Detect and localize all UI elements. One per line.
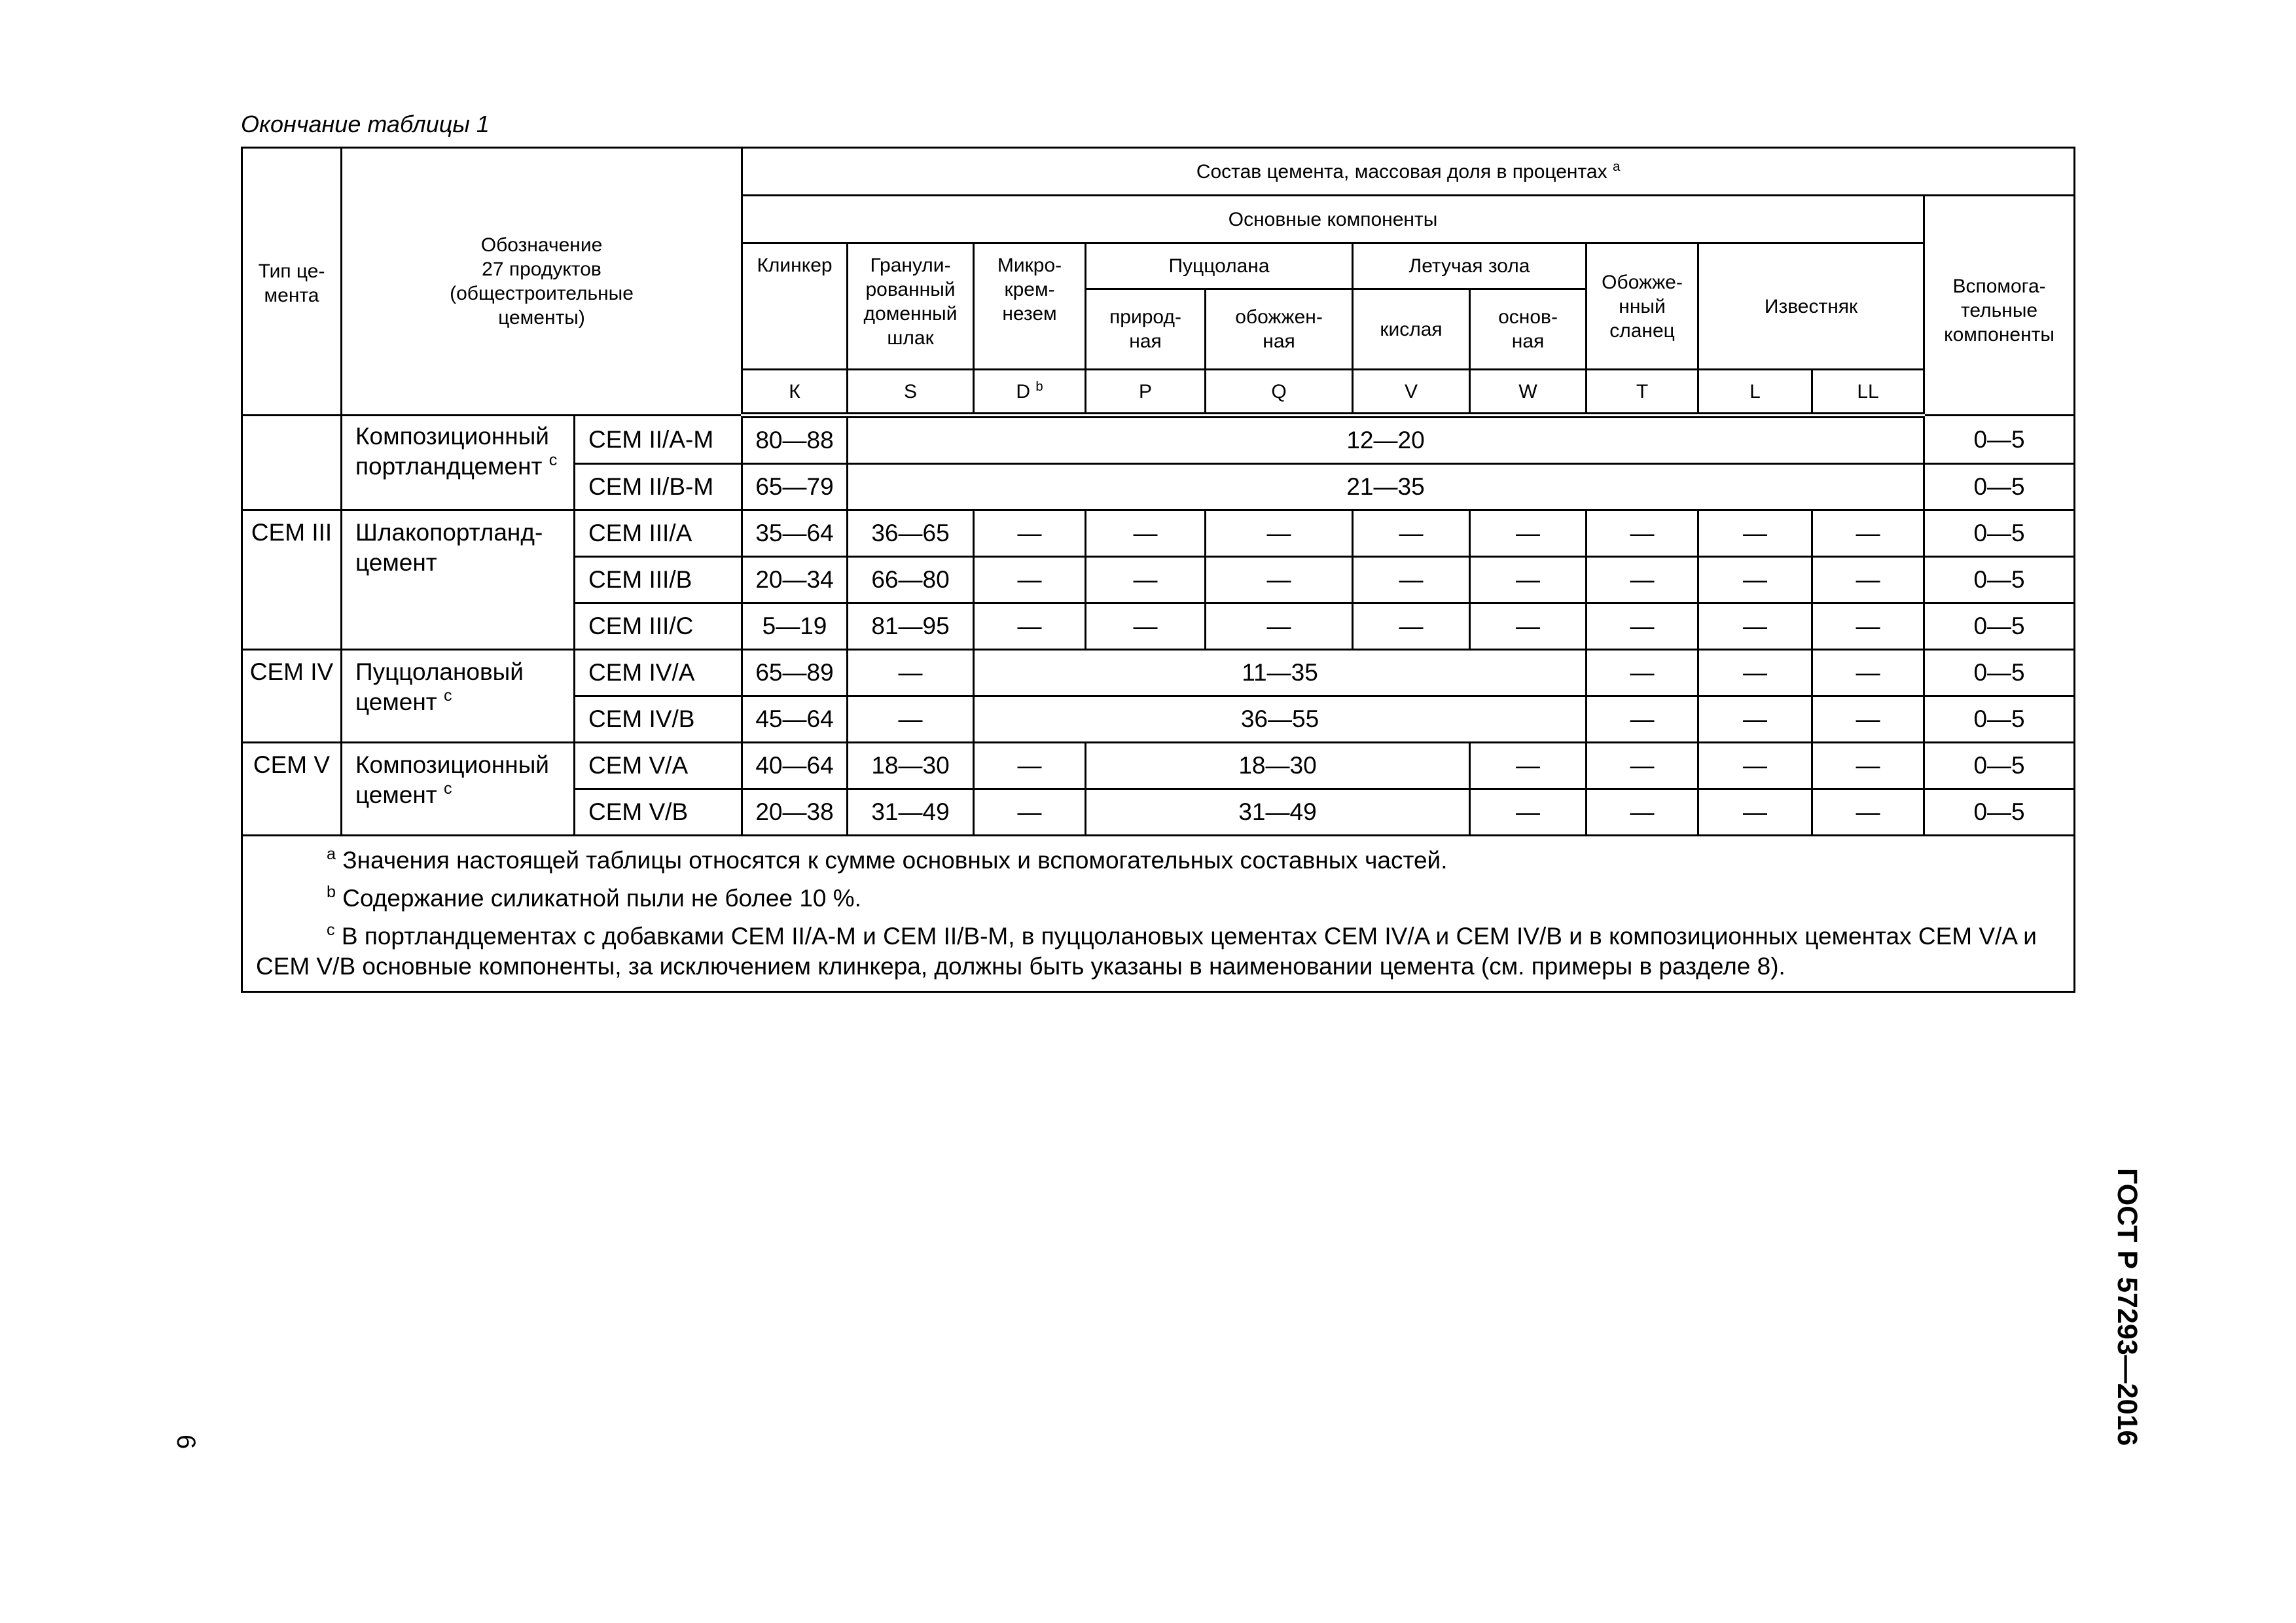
microsilica-cell: — <box>974 510 1086 557</box>
header-ash-acid: кислая <box>1353 289 1470 370</box>
header-pozzolana-natural: природ- ная <box>1086 289 1206 370</box>
pozzolana-ash-span-cell: 31—49 <box>1086 789 1470 836</box>
clinker-cell: 80—88 <box>742 416 848 464</box>
shale-cell: — <box>1587 789 1698 836</box>
ash-basic-cell: — <box>1470 743 1587 789</box>
pozz-natural-cell: — <box>1086 557 1206 603</box>
code-w: W <box>1470 370 1587 416</box>
shale-cell: — <box>1587 743 1698 789</box>
cement-type-cell: CEM IV <box>242 650 342 743</box>
pozz-calcined-cell: — <box>1206 510 1353 557</box>
table-row <box>242 416 2075 464</box>
cement-composition-table <box>241 147 2075 993</box>
limestone-ll-cell: — <box>1812 603 1924 650</box>
header-main-components: Основные компоненты <box>742 196 1924 243</box>
header-microsilica: Микро- крем- незем <box>974 243 1086 370</box>
auxiliary-cell: 0—5 <box>1924 603 2075 650</box>
footnote-b: $^b$ Содержание силикатной пыли не более 10 %. <box>327 883 861 912</box>
cement-code-cell: CEM III/A <box>575 510 742 557</box>
pozz-calcined-cell: — <box>1206 557 1353 603</box>
microsilica-cell: — <box>974 743 1086 789</box>
shale-cell: — <box>1587 696 1698 743</box>
limestone-ll-cell: — <box>1812 696 1924 743</box>
microsilica-cell: — <box>974 603 1086 650</box>
clinker-cell: 35—64 <box>742 510 848 557</box>
header-clinker: Клинкер <box>742 243 848 370</box>
cement-code-cell: CEM II/A-M <box>575 416 742 464</box>
code-l: L <box>1698 370 1812 416</box>
header-cement-type: Тип це- мента <box>242 148 342 416</box>
pozz-natural-cell: — <box>1086 603 1206 650</box>
auxiliary-cell: 0—5 <box>1924 743 2075 789</box>
auxiliary-cell: 0—5 <box>1924 650 2075 696</box>
slag-cell: 81—95 <box>848 603 974 650</box>
limestone-l-cell: — <box>1698 696 1812 743</box>
limestone-ll-cell: — <box>1812 557 1924 603</box>
pozz-natural-cell: — <box>1086 510 1206 557</box>
shale-cell: — <box>1587 603 1698 650</box>
footnotes-cell <box>242 836 2075 992</box>
table-caption: Окончание таблицы 1 <box>241 111 490 137</box>
clinker-cell: 20—38 <box>742 789 848 836</box>
limestone-l-cell: — <box>1698 557 1812 603</box>
limestone-l-cell: — <box>1698 510 1812 557</box>
document-standard-title: ГОСТ Р 57293—2016 <box>2111 1168 2143 1446</box>
limestone-ll-cell: — <box>1812 743 1924 789</box>
slag-cell: 31—49 <box>848 789 974 836</box>
cement-type-cell <box>242 416 342 510</box>
code-ll: LL <box>1812 370 1924 416</box>
code-v: V <box>1353 370 1470 416</box>
limestone-l-cell: — <box>1698 650 1812 696</box>
pozzolanic-span-cell: 36—55 <box>974 696 1587 743</box>
slag-cell: — <box>848 650 974 696</box>
cement-name-cell: Шлакопортланд- цемент <box>342 510 575 650</box>
limestone-ll-cell: — <box>1812 650 1924 696</box>
ash-acid-cell: — <box>1353 603 1470 650</box>
cement-type-cell: CEM III <box>242 510 342 650</box>
ash-basic-cell: — <box>1470 510 1587 557</box>
table-row <box>242 650 2075 696</box>
header-auxiliary: Вспомога- тельные компоненты <box>1924 196 2075 416</box>
pozz-calcined-cell: — <box>1206 603 1353 650</box>
limestone-l-cell: — <box>1698 789 1812 836</box>
auxiliary-cell: 0—5 <box>1924 557 2075 603</box>
shale-cell: — <box>1587 557 1698 603</box>
auxiliary-cell: 0—5 <box>1924 464 2075 510</box>
clinker-cell: 40—64 <box>742 743 848 789</box>
code-k: К <box>742 370 848 416</box>
slag-cell: 18—30 <box>848 743 974 789</box>
header-ash-basic: основ- ная <box>1470 289 1587 370</box>
cement-code-cell: CEM II/B-M <box>575 464 742 510</box>
auxiliary-cell: 0—5 <box>1924 789 2075 836</box>
shale-cell: — <box>1587 650 1698 696</box>
page-number: 6 <box>171 1435 200 1450</box>
cement-code-cell: CEM V/A <box>575 743 742 789</box>
header-pozzolana-calcined: обожжен- ная <box>1206 289 1353 370</box>
cement-name-cell: Композиционный портландцемент $^c$ <box>342 416 575 510</box>
header-pozzolana: Пуццолана <box>1086 243 1353 289</box>
table-row <box>242 743 2075 789</box>
ash-acid-cell: — <box>1353 557 1470 603</box>
cement-type-cell: CEM V <box>242 743 342 836</box>
header-composition: Состав цемента, массовая доля в процентах $^a$ <box>742 148 2075 196</box>
microsilica-cell: — <box>974 789 1086 836</box>
clinker-cell: 5—19 <box>742 603 848 650</box>
limestone-l-cell: — <box>1698 603 1812 650</box>
header-shale: Обожже- нный сланец <box>1587 243 1698 370</box>
limestone-ll-cell: — <box>1812 510 1924 557</box>
cement-code-cell: CEM V/B <box>575 789 742 836</box>
clinker-cell: 65—79 <box>742 464 848 510</box>
header-limestone: Известняк <box>1698 243 1924 370</box>
pozzolana-ash-span-cell: 18—30 <box>1086 743 1470 789</box>
cement-code-cell: CEM III/B <box>575 557 742 603</box>
clinker-cell: 65—89 <box>742 650 848 696</box>
auxiliary-cell: 0—5 <box>1924 510 2075 557</box>
auxiliary-cell: 0—5 <box>1924 416 2075 464</box>
limestone-l-cell: — <box>1698 743 1812 789</box>
shale-cell: — <box>1587 510 1698 557</box>
cement-code-cell: CEM III/C <box>575 603 742 650</box>
microsilica-cell: — <box>974 557 1086 603</box>
footnote-c: $^c$ В портландцементах с добавками CEM II/A-M и CEM II/B-M, в пуццолановых цементах CEM IV/A и CEM IV/B и в композиционных цементах CEM V/A и CEM V/B основные компоненты, за исключением клинкера, должны быть указаны в наименовании цемента (см. примеры в разделе 8). <box>256 921 2037 980</box>
cement-name-cell: Композиционный цемент $^c$ <box>342 743 575 836</box>
ash-basic-cell: — <box>1470 557 1587 603</box>
footnotes-row <box>242 836 2075 992</box>
header-slag: Гранули- рованный доменный шлак <box>848 243 974 370</box>
main-components-span-cell: 21—35 <box>848 464 1924 510</box>
table-row <box>242 510 2075 557</box>
auxiliary-cell: 0—5 <box>1924 696 2075 743</box>
code-p: P <box>1086 370 1206 416</box>
header-designation: Обозначение 27 продуктов (общестроительные цементы) <box>342 148 742 416</box>
footnote-a: $^a$ Значения настоящей таблицы относятся к сумме основных и вспомогательных составных частей. <box>327 845 1448 874</box>
slag-cell: — <box>848 696 974 743</box>
ash-basic-cell: — <box>1470 789 1587 836</box>
header-fly-ash: Летучая зола <box>1353 243 1587 289</box>
limestone-ll-cell: — <box>1812 789 1924 836</box>
cement-name-cell: Пуццолановый цемент $^c$ <box>342 650 575 743</box>
pozzolanic-span-cell: 11—35 <box>974 650 1587 696</box>
slag-cell: 66—80 <box>848 557 974 603</box>
code-q: Q <box>1206 370 1353 416</box>
slag-cell: 36—65 <box>848 510 974 557</box>
ash-basic-cell: — <box>1470 603 1587 650</box>
clinker-cell: 45—64 <box>742 696 848 743</box>
clinker-cell: 20—34 <box>742 557 848 603</box>
main-components-span-cell: 12—20 <box>848 416 1924 464</box>
ash-acid-cell: — <box>1353 510 1470 557</box>
code-t: T <box>1587 370 1698 416</box>
cement-code-cell: CEM IV/B <box>575 696 742 743</box>
cement-code-cell: CEM IV/A <box>575 650 742 696</box>
code-s: S <box>848 370 974 416</box>
code-d: D $^b$ <box>974 370 1086 416</box>
